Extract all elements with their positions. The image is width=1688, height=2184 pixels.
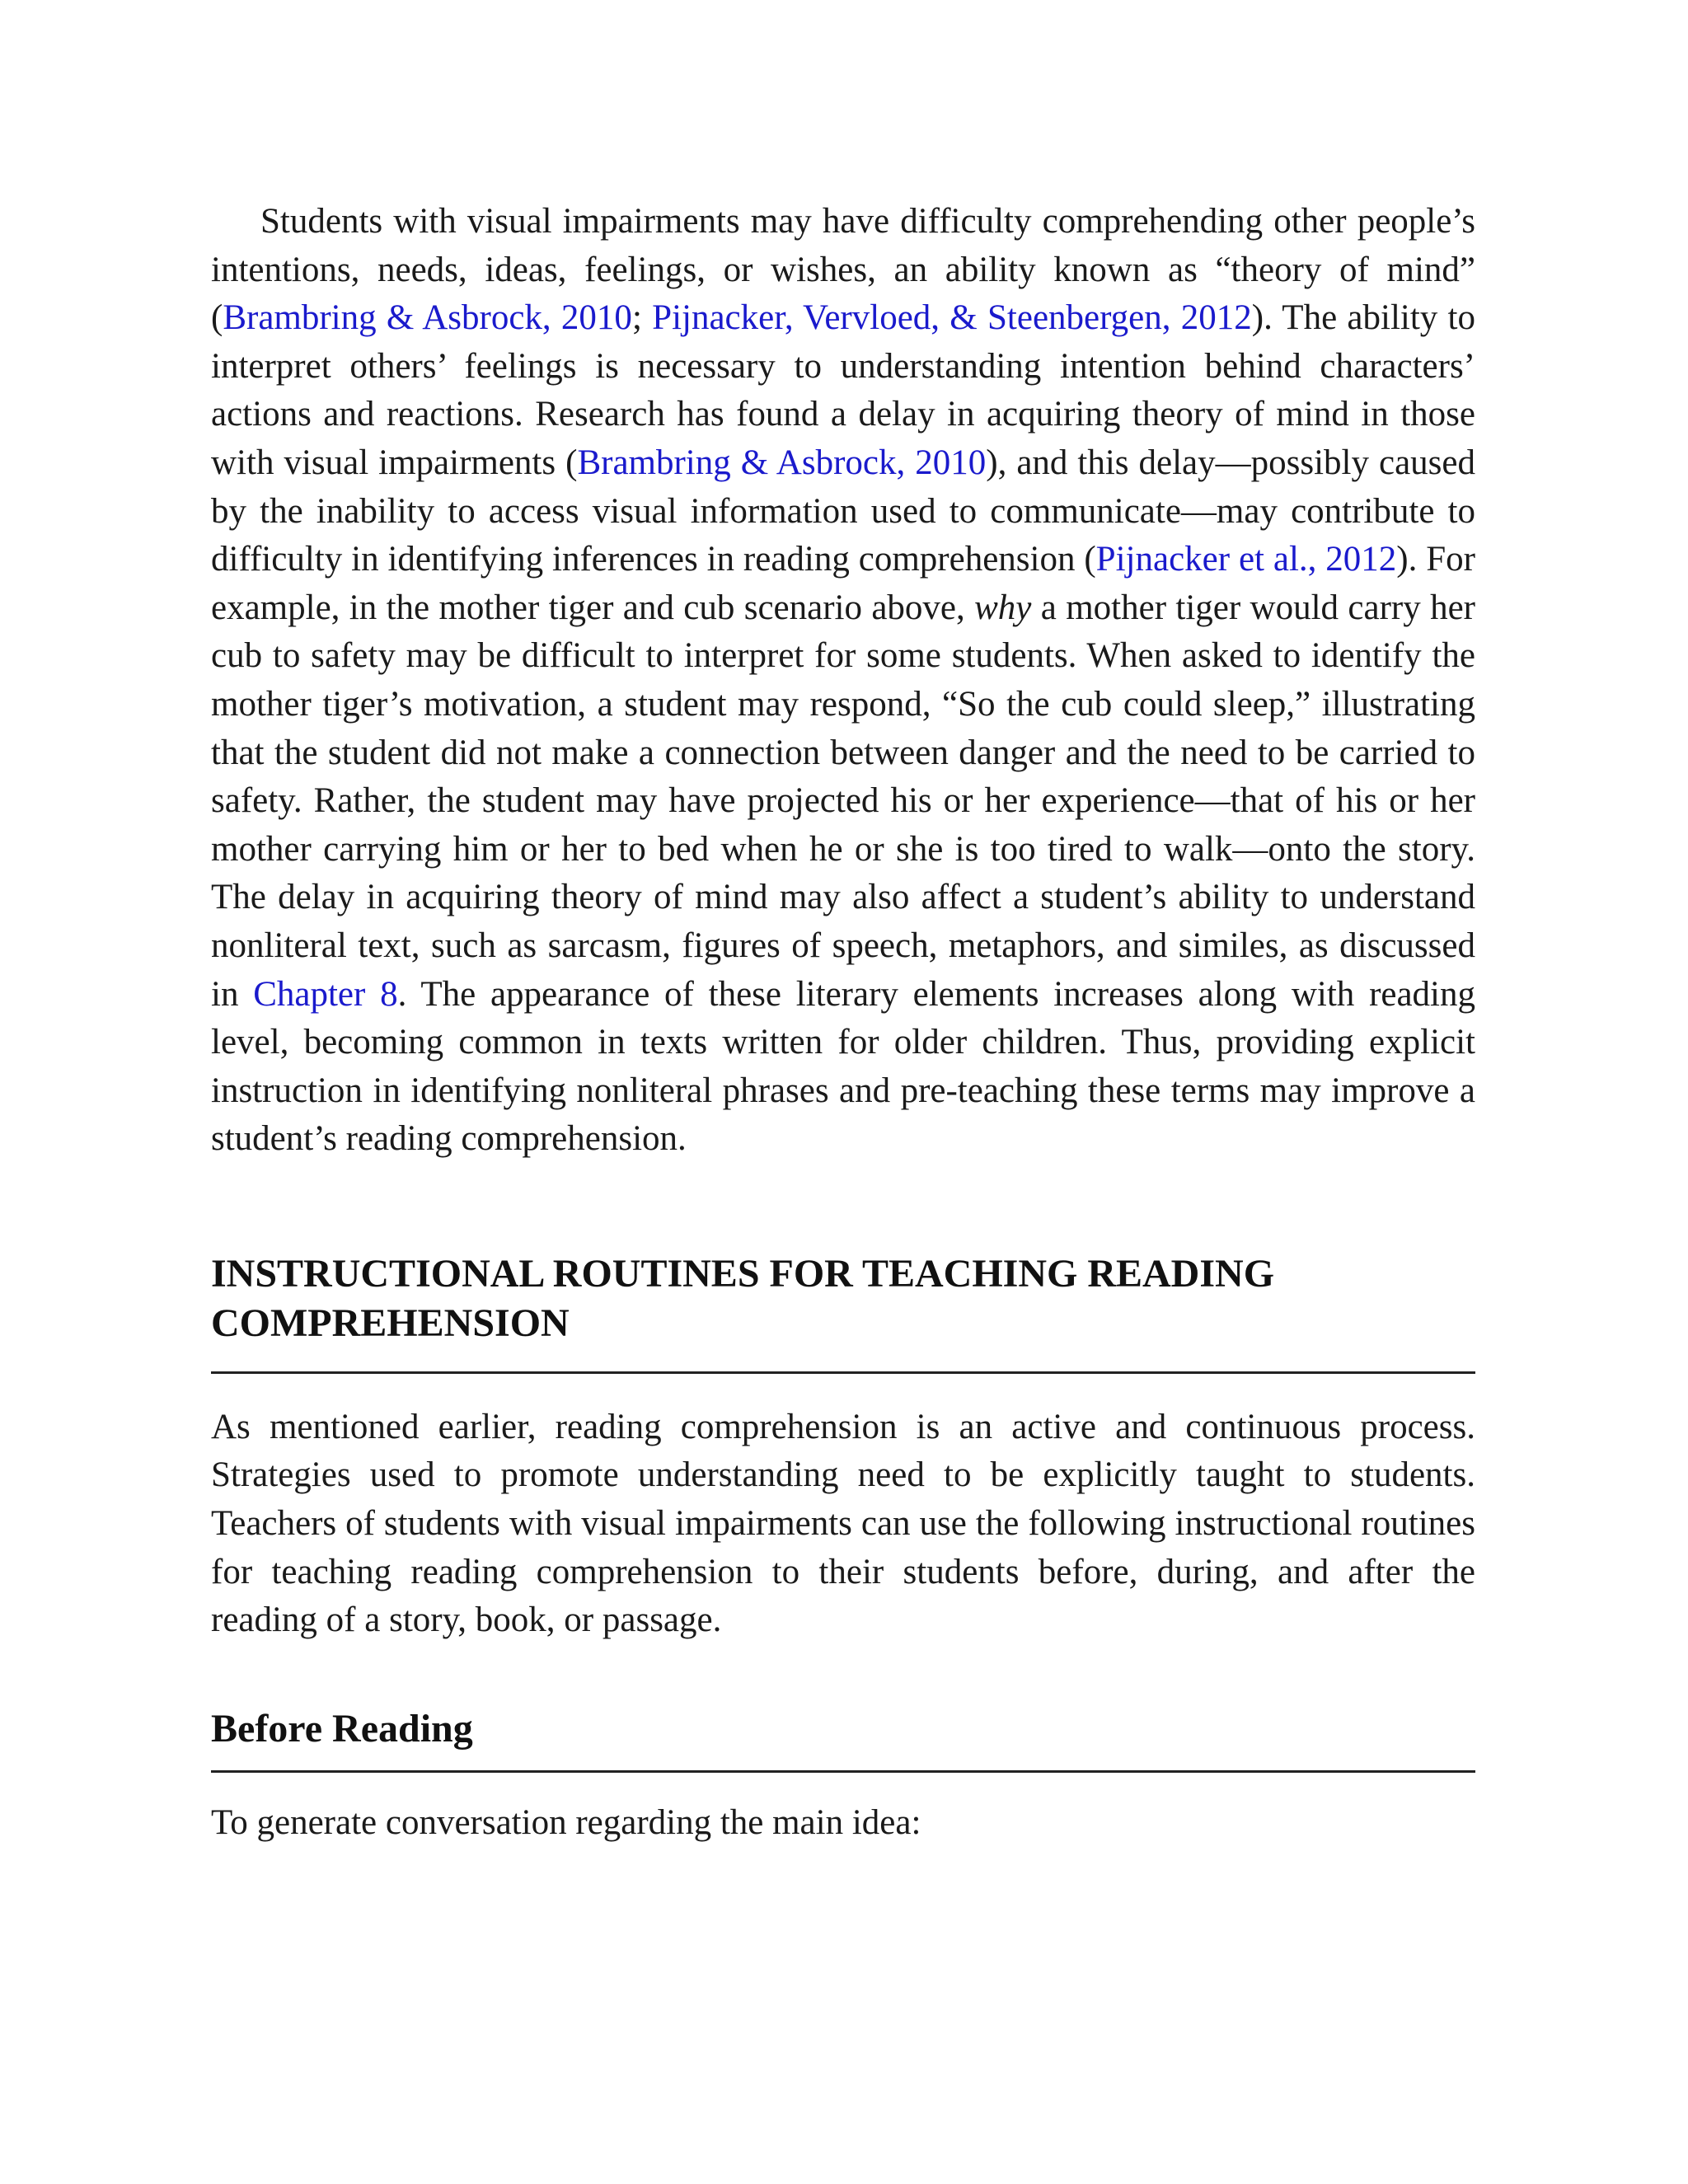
section-heading-line-1: INSTRUCTIONAL ROUTINES FOR TEACHING READING (211, 1251, 1275, 1296)
citation-link-brambring-asbrock-2[interactable]: Brambring & Asbrock, 2010 (577, 443, 987, 482)
section-heading-instructional-routines (211, 1249, 1475, 1348)
section-divider (211, 1371, 1475, 1374)
theory-of-mind-paragraph (211, 198, 1475, 1164)
citation-link-pijnacker-et-al[interactable]: Pijnacker et al., 2012 (1095, 540, 1397, 579)
chapter-8-link[interactable]: Chapter 8 (253, 974, 398, 1014)
text-run: . The appearance of these literary elements increases along with reading level, becoming common in texts written for older children. Thus, providing explicit instruction in identifying nonliteral phrases and pre-teaching these terms may improve a student’s reading comprehension. (211, 974, 1476, 1159)
section-heading-line-2: COMPREHENSION (211, 1301, 570, 1345)
emphasis-why: why (974, 588, 1032, 627)
before-reading-paragraph: To generate conversation regarding the main idea: (211, 1802, 921, 1842)
subsection-divider (211, 1770, 1475, 1773)
text-run: a mother tiger would carry her cub to safety may be difficult to interpret for some students. When asked to identify the mother tiger’s motivation, a student may respond, “So the cub could sleep,” illustrating that the student did not make a connection between danger and the need to be carried to safety. Rather, the student may have projected his or her experience—that of his or her mother carrying him or her to bed when he or she is too tired to walk—onto the story. The delay in acquiring theory of mind may also affect a student’s ability to understand nonliteral text, such as sarcasm, figures of speech, metaphors, and similes, as discussed in (211, 588, 1475, 1014)
text-run: ). The ability to interpret others’ feelings is necessary to understanding intention behind characters’ actions and reactions. Research has found a delay in acquiring theory of mind in those with visual impairments ( (211, 298, 1475, 482)
citation-link-brambring-asbrock[interactable]: Brambring & Asbrock, 2010 (223, 298, 632, 338)
text-run: ). For example, in the mother tiger and cub scenario above, (211, 540, 1475, 627)
text-run: ), and this delay—possibly caused by the inability to access visual information used to communicate—may contribute to difficulty in identifying inferences in reading comprehension ( (211, 443, 1475, 579)
text-run: ; (631, 298, 653, 338)
subsection-heading-before-reading: Before Reading (211, 1706, 473, 1750)
document-page (211, 198, 1475, 1847)
instructional-routines-paragraph: As mentioned earlier, reading comprehension is an active and continuous process. Strategies used to promote understanding need to be explicitly taught to students. Teachers of students with visual impairments can use the following instructional routines for teaching reading comprehension to their students before, during, and after the reading of a story, book, or passage. (211, 1407, 1475, 1640)
text-run: Students with visual impairments may have difficulty comprehending other people’s intentions, needs, ideas, feelings, or wishes, an ability known as “theory of mind” ( (211, 202, 1475, 338)
citation-link-pijnacker-vervloed-steenbergen[interactable]: Pijnacker, Vervloed, & Steenbergen, 2012 (652, 298, 1252, 338)
